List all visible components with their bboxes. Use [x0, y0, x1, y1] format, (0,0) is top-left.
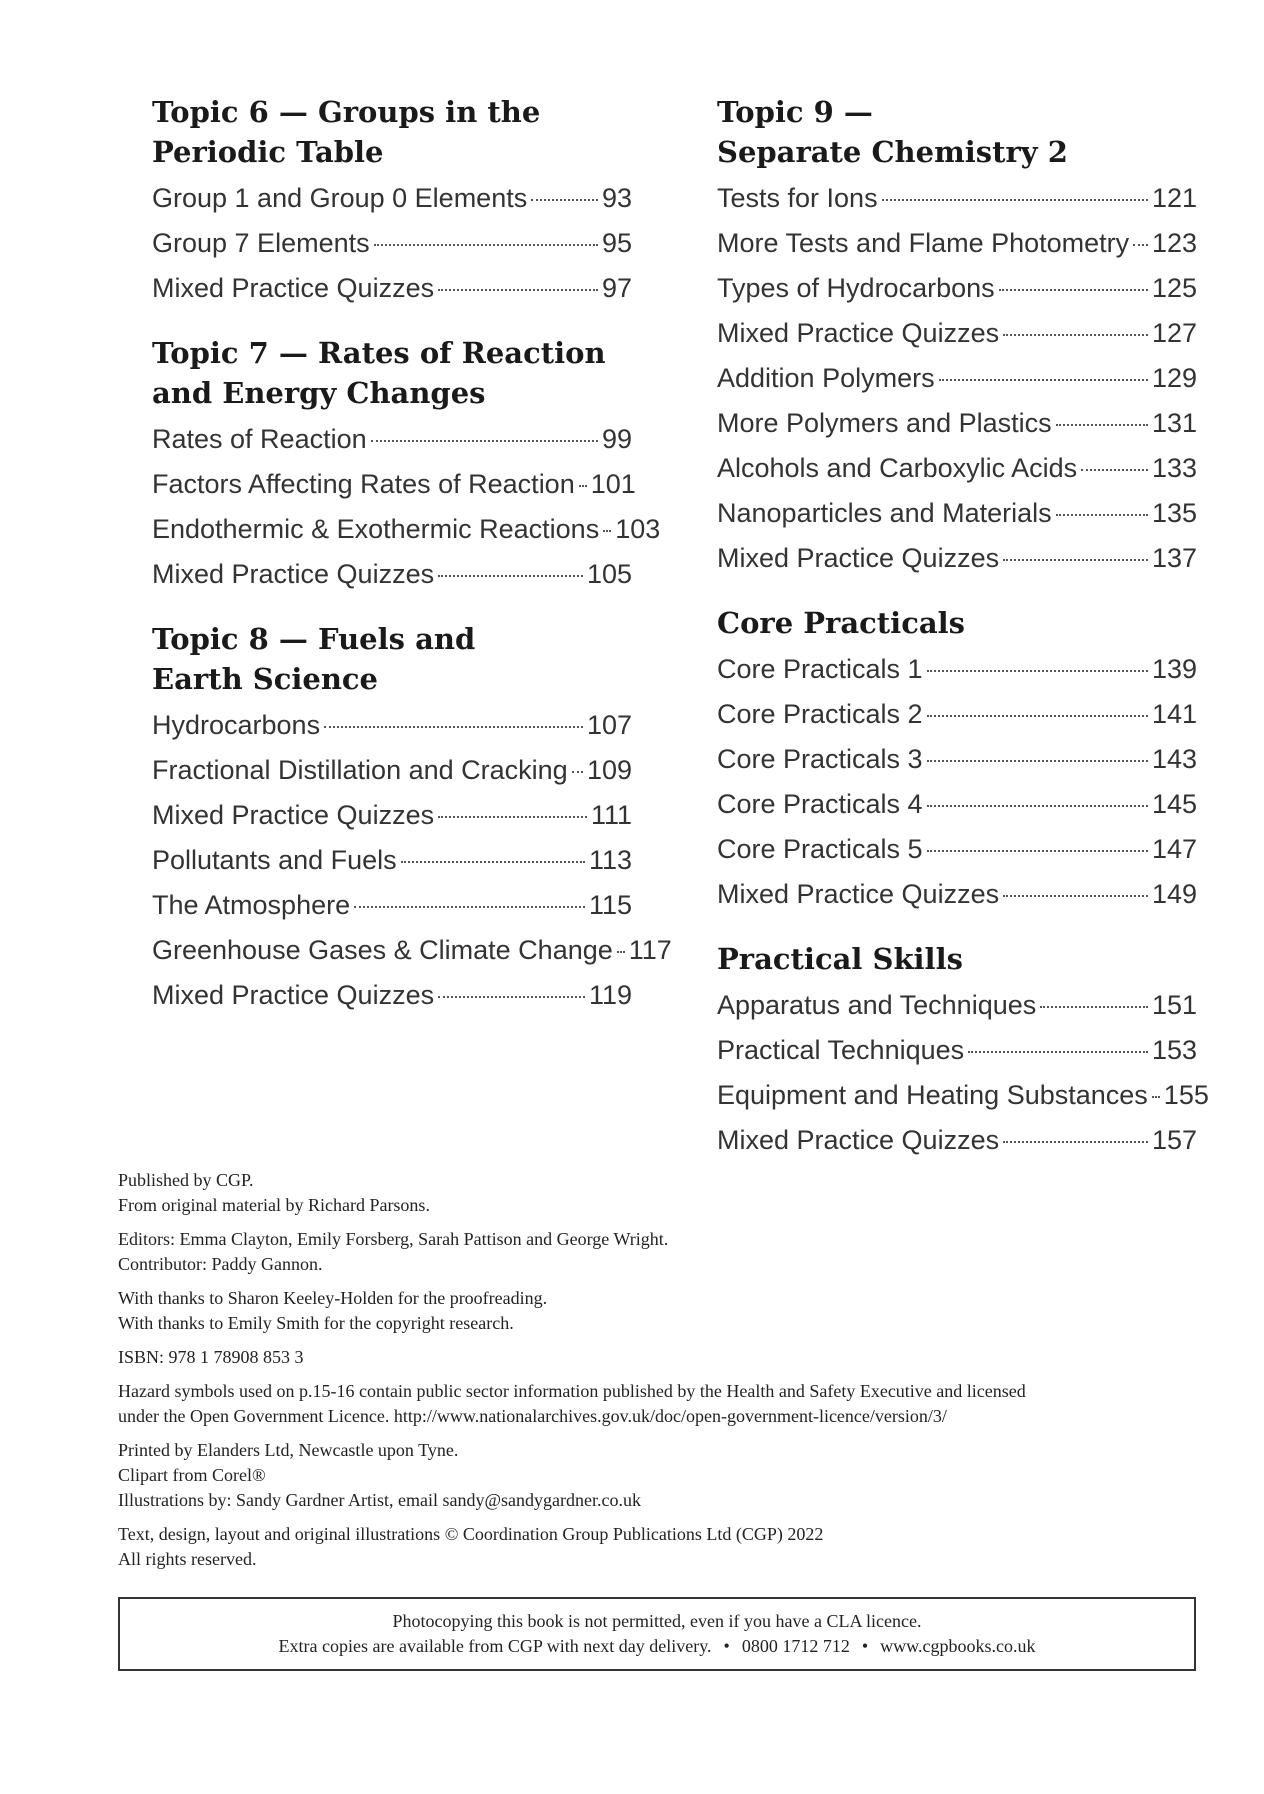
notice-line-2 — [120, 1634, 1194, 1659]
dot-leader — [371, 439, 598, 442]
section-title-line: Separate Chemistry 2 — [717, 135, 1068, 169]
toc-entry-label: Core Practicals 2 — [717, 699, 923, 729]
toc-entry-label: Core Practicals 1 — [717, 654, 923, 684]
toc-entry-page: 103 — [615, 514, 661, 544]
toc-entry-label: Mixed Practice Quizzes — [152, 800, 435, 830]
toc-entry-page: 105 — [586, 559, 632, 589]
toc-entry-label: Pollutants and Fuels — [152, 845, 397, 875]
toc-section — [717, 939, 1209, 1163]
toc-entry-page: 131 — [1151, 408, 1197, 438]
dot-leader — [438, 288, 598, 291]
dot-leader — [1003, 558, 1148, 561]
dot-leader — [572, 770, 583, 773]
imprint-line: With thanks to Emily Smith for the copyright research. — [118, 1313, 514, 1333]
imprint-block — [118, 1168, 1198, 1581]
section-title-line: Earth Science — [152, 662, 379, 696]
section-title-line: Core Practicals — [717, 606, 965, 640]
toc-entry-label: Greenhouse Gases & Climate Change — [152, 935, 613, 965]
toc-entry-label: More Tests and Flame Photometry — [717, 228, 1130, 258]
toc-entry-page: 99 — [601, 424, 632, 454]
toc-entry-label: Factors Affecting Rates of Reaction — [152, 469, 575, 499]
dot-leader — [1003, 1140, 1148, 1143]
toc-entry-label: Mixed Practice Quizzes — [152, 273, 435, 303]
toc-entry — [717, 983, 1197, 1028]
photocopy-notice — [118, 1597, 1196, 1671]
section-title-line: Periodic Table — [152, 135, 384, 169]
toc-entry — [152, 266, 632, 311]
toc-entry-page: 149 — [1151, 879, 1197, 909]
imprint-paragraph — [118, 1379, 1198, 1429]
toc-entry-label: Mixed Practice Quizzes — [152, 559, 435, 589]
toc-entry-page: 113 — [588, 845, 632, 875]
toc-entry-label: Equipment and Heating Substances — [717, 1080, 1148, 1110]
toc-entry — [152, 507, 661, 552]
toc-entry-label: Group 1 and Group 0 Elements — [152, 183, 528, 213]
imprint-line: From original material by Richard Parsons. — [118, 1195, 430, 1215]
notice-phone: 0800 1712 712 — [741, 1636, 850, 1656]
toc-entry — [717, 692, 1197, 737]
imprint-line: Published by CGP. — [118, 1170, 254, 1190]
toc-entry — [717, 356, 1197, 401]
toc-entry-label: Hydrocarbons — [152, 710, 321, 740]
toc-entry-page: 129 — [1151, 363, 1197, 393]
toc-entry-label: Endothermic & Exothermic Reactions — [152, 514, 600, 544]
section-title-line: Topic 8 — Fuels and — [152, 622, 476, 656]
toc-entry-page: 95 — [601, 228, 632, 258]
dot-leader — [617, 950, 625, 953]
toc-section — [152, 333, 661, 597]
toc-section — [717, 603, 1197, 917]
toc-entry-page: 153 — [1151, 1035, 1197, 1065]
toc-entry-page: 141 — [1151, 699, 1197, 729]
dot-leader — [603, 529, 611, 532]
toc-entry-page: 107 — [586, 710, 632, 740]
section-title — [152, 619, 632, 699]
imprint-line: Text, design, layout and original illustrations © Coordination Group Publications Ltd (CGP) 2022 — [118, 1524, 824, 1544]
imprint-line: Editors: Emma Clayton, Emily Forsberg, Sarah Pattison and George Wright. — [118, 1229, 669, 1249]
dot-leader — [438, 995, 585, 998]
toc-entry — [152, 221, 632, 266]
dot-leader — [531, 198, 598, 201]
toc-entry — [152, 883, 632, 928]
notice-bullet: • — [861, 1636, 869, 1656]
dot-leader — [354, 905, 585, 908]
imprint-paragraph — [118, 1168, 1198, 1218]
dot-leader — [401, 860, 585, 863]
toc-entry-page: 157 — [1151, 1125, 1197, 1155]
imprint-line: Hazard symbols used on p.15-16 contain public sector information published by the Health and Safety Executive and licensed — [118, 1381, 1026, 1401]
dot-leader — [1081, 468, 1148, 471]
imprint-line: Illustrations by: Sandy Gardner Artist, email sandy@sandygardner.co.uk — [118, 1490, 641, 1510]
toc-entry — [152, 748, 632, 793]
toc-entry — [152, 462, 636, 507]
toc-entry-label: Apparatus and Techniques — [717, 990, 1037, 1020]
toc-entry-page: 119 — [588, 980, 632, 1010]
toc-entry-label: Types of Hydrocarbons — [717, 273, 995, 303]
toc-entry-page: 147 — [1151, 834, 1197, 864]
toc-entry-page: 115 — [588, 890, 632, 920]
toc-entry — [717, 1073, 1209, 1118]
toc-entry-label: Addition Polymers — [717, 363, 935, 393]
dot-leader — [927, 669, 1148, 672]
section-title — [717, 603, 1197, 643]
dot-leader — [1003, 333, 1148, 336]
toc-entry — [717, 647, 1197, 692]
toc-entry — [717, 266, 1197, 311]
toc-entry — [152, 838, 632, 883]
dot-leader — [882, 198, 1148, 201]
toc-entry — [152, 793, 632, 838]
toc-entry-page: 109 — [586, 755, 632, 785]
section-title — [717, 92, 1197, 172]
toc-entry-page: 121 — [1151, 183, 1197, 213]
section-title-line: Practical Skills — [717, 942, 963, 976]
toc-entry — [717, 446, 1197, 491]
toc-entry — [717, 221, 1197, 266]
toc-entry-page: 139 — [1151, 654, 1197, 684]
dot-leader — [927, 804, 1148, 807]
toc-left-column — [152, 92, 672, 1040]
toc-entry — [717, 737, 1197, 782]
imprint-paragraph — [118, 1286, 1198, 1336]
imprint-paragraph — [118, 1227, 1198, 1277]
toc-entry-page: 143 — [1151, 744, 1197, 774]
section-title-line: and Energy Changes — [152, 376, 486, 410]
toc-entry — [152, 417, 632, 462]
toc-entry-page: 151 — [1151, 990, 1197, 1020]
toc-section — [152, 92, 632, 311]
notice-bullet: • — [723, 1636, 730, 1656]
toc-entry-label: Core Practicals 4 — [717, 789, 923, 819]
toc-entry-label: Mixed Practice Quizzes — [717, 879, 1000, 909]
toc-entry — [717, 311, 1197, 356]
toc-entry-page: 127 — [1151, 318, 1197, 348]
dot-leader — [1056, 513, 1148, 516]
dot-leader — [438, 574, 583, 577]
toc-entry-label: Fractional Distillation and Cracking — [152, 755, 568, 785]
toc-entry-page: 117 — [628, 935, 672, 965]
toc-entry — [717, 176, 1197, 221]
toc-entry — [717, 491, 1197, 536]
dot-leader — [927, 759, 1148, 762]
toc-entry-label: Mixed Practice Quizzes — [717, 1125, 1000, 1155]
toc-entry — [152, 703, 632, 748]
section-title-line: Topic 7 — Rates of Reaction — [152, 336, 606, 370]
dot-leader — [939, 378, 1148, 381]
toc-entry — [717, 827, 1197, 872]
imprint-paragraph — [118, 1345, 1198, 1370]
toc-entry-page: 133 — [1151, 453, 1197, 483]
imprint-line: ISBN: 978 1 78908 853 3 — [118, 1347, 304, 1367]
toc-entry-label: Practical Techniques — [717, 1035, 965, 1065]
toc-entry-label: Core Practicals 3 — [717, 744, 923, 774]
toc-entry — [717, 872, 1197, 917]
toc-entry — [717, 782, 1197, 827]
toc-entry — [152, 928, 672, 973]
imprint-line: under the Open Government Licence. http://www.nationalarchives.gov.uk/doc/open-government-licence/version/3/ — [118, 1406, 947, 1426]
imprint-line: Contributor: Paddy Gannon. — [118, 1254, 323, 1274]
toc-entry-page: 145 — [1151, 789, 1197, 819]
section-title — [152, 92, 632, 172]
dot-leader — [1040, 1005, 1148, 1008]
notice-website: www.cgpbooks.co.uk — [880, 1636, 1036, 1656]
toc-entry-label: Rates of Reaction — [152, 424, 367, 454]
dot-leader — [438, 815, 587, 818]
toc-right-column — [717, 92, 1209, 1185]
toc-entry — [717, 536, 1197, 581]
toc-entry-label: More Polymers and Plastics — [717, 408, 1052, 438]
section-title-line: Topic 6 — Groups in the — [152, 95, 541, 129]
dot-leader — [1133, 243, 1148, 246]
toc-entry-page: 101 — [590, 469, 636, 499]
toc-entry-label: The Atmosphere — [152, 890, 351, 920]
toc-entry-page: 111 — [590, 800, 632, 830]
toc-entry-label: Group 7 Elements — [152, 228, 370, 258]
imprint-paragraph — [118, 1522, 1198, 1572]
toc-entry — [717, 401, 1197, 446]
toc-entry-page: 123 — [1151, 228, 1197, 258]
toc-entry-label: Mixed Practice Quizzes — [717, 543, 1000, 573]
toc-entry — [152, 176, 632, 221]
toc-entry-page: 135 — [1151, 498, 1197, 528]
dot-leader — [1056, 423, 1148, 426]
dot-leader — [374, 243, 598, 246]
toc-entry — [717, 1028, 1197, 1073]
imprint-line: Printed by Elanders Ltd, Newcastle upon Tyne. — [118, 1440, 459, 1460]
toc-entry-page: 125 — [1151, 273, 1197, 303]
toc-entry — [152, 552, 632, 597]
imprint-line: Clipart from Corel® — [118, 1465, 266, 1485]
toc-entry-label: Nanoparticles and Materials — [717, 498, 1052, 528]
toc-entry-label: Core Practicals 5 — [717, 834, 923, 864]
dot-leader — [1003, 894, 1148, 897]
toc-entry-label: Alcohols and Carboxylic Acids — [717, 453, 1078, 483]
dot-leader — [1152, 1095, 1160, 1098]
toc-entry-page: 97 — [601, 273, 632, 303]
notice-delivery-text: Extra copies are available from CGP with next day delivery. — [278, 1636, 712, 1656]
dot-leader — [968, 1050, 1148, 1053]
toc-entry — [717, 1118, 1197, 1163]
section-title — [152, 333, 632, 413]
toc-entry-page: 93 — [601, 183, 632, 213]
dot-leader — [927, 849, 1148, 852]
toc-entry-label: Mixed Practice Quizzes — [152, 980, 435, 1010]
toc-entry — [152, 973, 632, 1018]
toc-entry-page: 137 — [1151, 543, 1197, 573]
toc-entry-label: Tests for Ions — [717, 183, 878, 213]
notice-line-1: Photocopying this book is not permitted, even if you have a CLA licence. — [392, 1611, 922, 1631]
dot-leader — [999, 288, 1148, 291]
dot-leader — [579, 484, 587, 487]
toc-section — [152, 619, 672, 1018]
toc-entry-label: Mixed Practice Quizzes — [717, 318, 1000, 348]
imprint-line: With thanks to Sharon Keeley-Holden for the proofreading. — [118, 1288, 548, 1308]
section-title-line: Topic 9 — — [717, 95, 873, 129]
dot-leader — [324, 725, 583, 728]
section-title — [717, 939, 1197, 979]
dot-leader — [927, 714, 1148, 717]
imprint-line: All rights reserved. — [118, 1549, 257, 1569]
toc-entry-page: 155 — [1163, 1080, 1209, 1110]
toc-section — [717, 92, 1197, 581]
imprint-paragraph — [118, 1438, 1198, 1513]
